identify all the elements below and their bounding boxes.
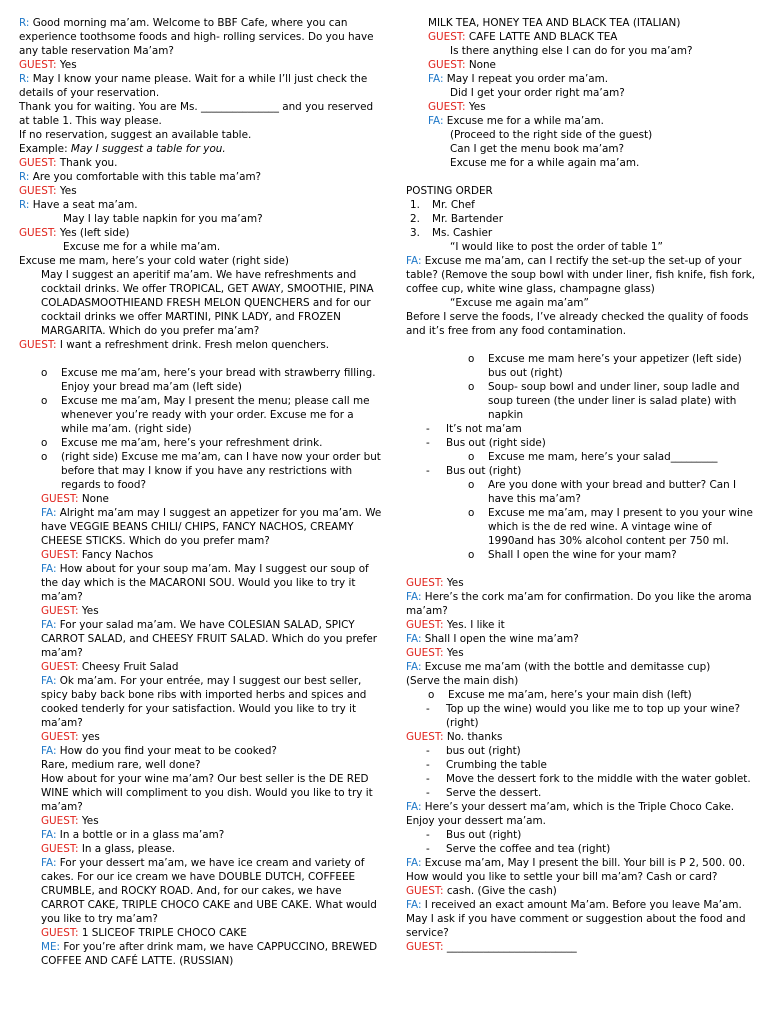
list-item [406, 842, 756, 856]
line-text: Yes [443, 577, 464, 589]
line-text: If no reservation, suggest an available table. [19, 129, 252, 141]
dialogue-line [19, 58, 382, 72]
circle-bullet-icon: o [468, 353, 475, 365]
line-text: CAFE LATTE AND BLACK TEA [465, 31, 618, 43]
speaker-label: FA: [41, 563, 57, 575]
list-item [406, 380, 756, 422]
dialogue-line [19, 562, 382, 604]
speaker-label: GUEST: [41, 731, 79, 743]
list-item [406, 688, 756, 702]
line-text: Example: [19, 143, 71, 155]
line-text: How do you find your meat to be cooked? [56, 745, 277, 757]
text-line [19, 758, 382, 772]
list-item [406, 478, 756, 506]
list-item-text: Bus out (right) [446, 465, 522, 477]
speaker-label: GUEST: [428, 101, 466, 113]
list-item [19, 394, 382, 436]
line-text: Did I get your order right ma’am? [450, 87, 625, 99]
list-number: 3. [410, 227, 420, 239]
line-text: Rare, medium rare, well done? [41, 759, 201, 771]
speaker-label: R: [19, 17, 30, 29]
speaker-label: ME: [41, 941, 61, 953]
list-item-text: Move the dessert fork to the middle with the water goblet. [446, 773, 751, 785]
line-text: Yes [443, 647, 464, 659]
speaker-label: GUEST: [19, 59, 57, 71]
list-item-text: Excuse me mam here’s your appetizer (left side) bus out (right) [488, 353, 742, 379]
text-line [19, 142, 382, 156]
line-text: (Serve the main dish) [406, 675, 519, 687]
text-line [406, 240, 756, 254]
speaker-label: FA: [406, 661, 422, 673]
line-text: Is there anything else I can do for you ma’am? [450, 45, 693, 57]
speaker-label: FA: [428, 115, 444, 127]
speaker-label: GUEST: [41, 927, 79, 939]
line-text: Fancy Nachos [78, 549, 154, 561]
dialogue-line [19, 226, 382, 240]
circle-bullet-icon: o [41, 395, 48, 407]
dialogue-line [406, 590, 756, 618]
line-text: How about for your wine ma’am? Our best seller is the DE RED WINE which will compliment to you dish. Would you like to try it ma’am? [41, 773, 373, 813]
dialogue-line [406, 618, 756, 632]
line-text: Excuse me ma’am, can I rectify the set-up the set-up of your table? (Remove the soup bowl with under liner, fish knife, fish fork, coffee cup, white wine glass, champagne glass) [406, 255, 756, 295]
dialogue-line [19, 814, 382, 828]
line-text: Excuse me mam, here’s your cold water (right side) [19, 255, 289, 267]
line-text: May I repeat you order ma’am. [443, 73, 609, 85]
line-text: Have a seat ma’am. [29, 199, 138, 211]
list-item [406, 506, 756, 548]
dialogue-line [19, 842, 382, 856]
example-text: May I suggest a table for you. [70, 143, 226, 155]
line-text: Here’s the cork ma’am for confirmation. Do you like the aroma ma’am? [406, 591, 752, 617]
list-item-text: Serve the coffee and tea (right) [446, 843, 611, 855]
circle-bullet-icon: o [41, 437, 48, 449]
circle-bullet-icon: o [41, 451, 48, 463]
dash-bullet-icon: - [426, 423, 430, 435]
dialogue-line [19, 170, 382, 184]
speaker-label: GUEST: [19, 227, 57, 239]
text-line [19, 772, 382, 814]
line-text: Yes [56, 59, 77, 71]
list-item-text: Crumbing the table [446, 759, 547, 771]
text-line [19, 254, 382, 268]
text-line [19, 128, 382, 142]
list-item-text: Excuse me ma’am, here’s your main dish (left) [448, 689, 692, 701]
line-text: Excuse ma’am, May I present the bill. Your bill is P 2, 500. 00. How would you like to settle your bill ma’am? Cash or card? [406, 857, 746, 883]
line-text: Yes. I like it [443, 619, 505, 631]
list-item [406, 450, 756, 464]
line-text: 1 SLICEOF TRIPLE CHOCO CAKE [78, 927, 247, 939]
speaker-label: FA: [41, 507, 57, 519]
list-item [406, 422, 756, 436]
list-item-text: Excuse me ma’am, here’s your bread with strawberry filling. Enjoy your bread ma’am (left side) [61, 367, 376, 393]
dash-bullet-icon: - [426, 437, 430, 449]
list-number: 1. [410, 199, 420, 211]
line-text: May I suggest an aperitif ma’am. We have refreshments and cocktail drinks. We offer TROPICAL, GET AWAY, SMOOTHIE, PINA COLADASMOOTHIEAND FRESH MELON QUENCHERS and for our cocktail drinks we offer MARTINI, PINK LADY, and FROZEN MARGARITA. Which do you prefer ma’am? [41, 269, 374, 337]
list-item [19, 450, 382, 492]
speaker-label: R: [19, 171, 30, 183]
list-item-text: Mr. Chef [432, 199, 475, 211]
text-line [406, 674, 756, 688]
text-line [19, 212, 382, 226]
list-item-text: Serve the dessert. [446, 787, 542, 799]
dialogue-line [406, 254, 756, 296]
dialogue-line [19, 604, 382, 618]
speaker-label: R: [19, 73, 30, 85]
text-line [19, 268, 382, 338]
list-item [19, 436, 382, 450]
line-text: Thank you for waiting. You are Ms. _______________ and you reserved at table 1. This way please. [19, 101, 374, 127]
speaker-label: FA: [41, 829, 57, 841]
speaker-label: GUEST: [41, 605, 79, 617]
list-item [406, 548, 756, 562]
list-item [406, 436, 756, 450]
line-text: Yes [56, 185, 77, 197]
text-line [406, 86, 756, 100]
speaker-label: GUEST: [41, 493, 79, 505]
line-text: Yes [465, 101, 486, 113]
list-item [406, 758, 756, 772]
dash-bullet-icon: - [426, 703, 430, 715]
speaker-label: FA: [41, 675, 57, 687]
speaker-label: GUEST: [428, 31, 466, 43]
line-text: Good morning ma’am. Welcome to BBF Cafe, where you can experience toothsome foods and high- rolling services. Do you have any table reservation Ma’am? [19, 17, 374, 57]
list-item-text: Shall I open the wine for your mam? [488, 549, 677, 561]
line-text: May I lay table napkin for you ma’am? [63, 213, 263, 225]
speaker-label: FA: [406, 591, 422, 603]
dash-bullet-icon: - [426, 843, 430, 855]
spacer [19, 352, 382, 366]
line-text: None [78, 493, 109, 505]
line-text: For your dessert ma’am, we have ice cream and variety of cakes. For our ice cream we have DOUBLE DUTCH, COFFEEE CRUMBLE, and ROCKY ROAD. And, for our cakes, we have CARROT CAKE, TRIPLE CHOCO CAKE and UBE CAKE. What would you like to try ma’am? [41, 857, 377, 925]
speaker-label: FA: [406, 899, 422, 911]
list-item-text: (right side) Excuse me ma’am, can I have now your order but before that may I know if you have any restrictions with regards to food? [61, 451, 381, 491]
spacer [406, 338, 756, 352]
list-item-text: It’s not ma’am [446, 423, 522, 435]
list-item-text: Bus out (right) [446, 829, 522, 841]
text-line [406, 44, 756, 58]
line-text: MILK TEA, HONEY TEA AND BLACK TEA (ITALIAN) [428, 17, 681, 29]
text-line [19, 100, 382, 128]
line-text: Cheesy Fruit Salad [78, 661, 179, 673]
list-item-text: Soup- soup bowl and under liner, soup ladle and soup tureen (the under liner is salad plate) with napkin [488, 381, 740, 421]
list-item [406, 786, 756, 800]
dialogue-line [406, 730, 756, 744]
dialogue-line [19, 198, 382, 212]
speaker-label: GUEST: [406, 941, 444, 953]
dialogue-line [406, 940, 756, 954]
speaker-label: FA: [428, 73, 444, 85]
line-text: POSTING ORDER [406, 185, 493, 197]
list-item [406, 464, 756, 478]
line-text: I received an exact amount Ma’am. Before you leave Ma’am. May I ask if you have comment or suggestion about the food and service? [406, 899, 746, 939]
dialogue-line [406, 100, 756, 114]
list-item [406, 828, 756, 842]
speaker-label: GUEST: [406, 647, 444, 659]
list-item-text: Excuse me mam, here’s your salad_________ [488, 451, 718, 463]
dialogue-line [19, 492, 382, 506]
line-text: Yes (left side) [56, 227, 130, 239]
list-item-text: Excuse me ma’am, here’s your refreshment drink. [61, 437, 323, 449]
line-text: Yes [78, 605, 99, 617]
speaker-label: FA: [406, 255, 422, 267]
dialogue-line [406, 72, 756, 86]
spacer [406, 170, 756, 184]
circle-bullet-icon: o [468, 507, 475, 519]
dialogue-line [19, 72, 382, 100]
list-number: 2. [410, 213, 420, 225]
text-line [406, 142, 756, 156]
speaker-label: GUEST: [428, 59, 466, 71]
dialogue-line [19, 156, 382, 170]
text-line [406, 156, 756, 170]
speaker-label: FA: [406, 857, 422, 869]
circle-bullet-icon: o [468, 479, 475, 491]
circle-bullet-icon: o [41, 367, 48, 379]
list-item-text: Are you done with your bread and butter? Can I have this ma’am? [488, 479, 737, 505]
line-text: yes [78, 731, 100, 743]
dash-bullet-icon: - [426, 787, 430, 799]
line-text: For your salad ma’am. We have COLESIAN SALAD, SPICY CARROT SALAD, and CHEESY FRUIT SALAD. Which do you prefer ma’am? [41, 619, 378, 659]
line-text: Yes [78, 815, 99, 827]
speaker-label: FA: [41, 745, 57, 757]
speaker-label: GUEST: [406, 885, 444, 897]
line-text: Here’s your dessert ma’am, which is the Triple Choco Cake. Enjoy your dessert ma’am. [406, 801, 735, 827]
list-item-text: Ms. Cashier [432, 227, 493, 239]
line-text: Before I serve the foods, I’ve already checked the quality of foods and it’s free from any food contamination. [406, 311, 749, 337]
text-line [406, 296, 756, 310]
line-text: May I know your name please. Wait for a while I’ll just check the details of your reservation. [19, 73, 368, 99]
speaker-label: GUEST: [19, 339, 57, 351]
dash-bullet-icon: - [426, 773, 430, 785]
speaker-label: GUEST: [41, 815, 79, 827]
dialogue-line [19, 16, 382, 58]
circle-bullet-icon: o [468, 549, 475, 561]
line-text: Are you comfortable with this table ma’am? [29, 171, 262, 183]
list-item-text: Bus out (right side) [446, 437, 546, 449]
dialogue-line [19, 744, 382, 758]
speaker-label: FA: [41, 857, 57, 869]
text-line [406, 184, 756, 198]
line-text: “Excuse me again ma’am” [450, 297, 589, 309]
speaker-label: GUEST: [19, 185, 57, 197]
dash-bullet-icon: - [426, 465, 430, 477]
list-item [406, 352, 756, 380]
speaker-label: GUEST: [406, 619, 444, 631]
line-text: In a bottle or in a glass ma’am? [56, 829, 225, 841]
text-line [406, 310, 756, 338]
dialogue-line [406, 884, 756, 898]
line-text: I want a refreshment drink. Fresh melon quenchers. [56, 339, 330, 351]
list-item-text: Mr. Bartender [432, 213, 503, 225]
list-item [406, 744, 756, 758]
speaker-label: FA: [41, 619, 57, 631]
line-text: For you’re after drink mam, we have CAPPUCCINO, BREWED COFFEE AND CAFÉ LATTE. (RUSSIAN) [41, 941, 378, 967]
speaker-label: R: [19, 199, 30, 211]
dialogue-line [406, 30, 756, 44]
circle-bullet-icon: o [468, 451, 475, 463]
list-item [19, 366, 382, 394]
dialogue-line [19, 940, 382, 968]
dialogue-line [19, 926, 382, 940]
dialogue-line [19, 548, 382, 562]
list-item-text: bus out (right) [446, 745, 521, 757]
dialogue-line [406, 898, 756, 940]
line-text: Alright ma’am may I suggest an appetizer for you ma’am. We have VEGGIE BEANS CHILI/ CHIPS, FANCY NACHOS, CREAMY CHEESE STICKS. Which do you prefer mam? [41, 507, 382, 547]
dialogue-line [19, 618, 382, 660]
line-text: (Proceed to the right side of the guest) [450, 129, 653, 141]
line-text: None [465, 59, 496, 71]
speaker-label: GUEST: [41, 661, 79, 673]
text-line [19, 240, 382, 254]
line-text: cash. (Give the cash) [443, 885, 557, 897]
list-item-text: Excuse me ma’am, May I present the menu; please call me whenever you’re ready with your order. Excuse me for a while ma’am. (right side) [61, 395, 370, 435]
speaker-label: GUEST: [41, 843, 79, 855]
line-text: Shall I open the wine ma’am? [421, 633, 579, 645]
numbered-item [406, 226, 756, 240]
speaker-label: FA: [406, 801, 422, 813]
dialogue-line [406, 114, 756, 128]
dialogue-line [406, 632, 756, 646]
speaker-label: GUEST: [406, 577, 444, 589]
circle-bullet-icon: o [428, 689, 435, 701]
dialogue-line [19, 856, 382, 926]
dialogue-line [19, 730, 382, 744]
numbered-item [406, 198, 756, 212]
text-line [406, 128, 756, 142]
numbered-item [406, 212, 756, 226]
list-item-text: Top up the wine) would you like me to top up your wine? (right) [446, 703, 741, 729]
list-item [406, 772, 756, 786]
speaker-label: GUEST: [41, 549, 79, 561]
spacer [406, 562, 756, 576]
dialogue-line [406, 660, 756, 674]
speaker-label: FA: [406, 633, 422, 645]
line-text: Thank you. [56, 157, 118, 169]
line-text: _________________________ [443, 941, 577, 953]
dash-bullet-icon: - [426, 829, 430, 841]
line-text: How about for your soup ma’am. May I suggest our soup of the day which is the MACARONI SOU. Would you like to try it ma’am? [41, 563, 369, 603]
line-text: Excuse me for a while ma’am. [443, 115, 604, 127]
speaker-label: GUEST: [406, 731, 444, 743]
right-column [406, 16, 756, 954]
dialogue-line [406, 576, 756, 590]
dialogue-line [406, 646, 756, 660]
dialogue-line [406, 800, 756, 828]
line-text: No. thanks [443, 731, 503, 743]
circle-bullet-icon: o [468, 381, 475, 393]
dialogue-line [19, 506, 382, 548]
dialogue-line [19, 828, 382, 842]
line-text: “I would like to post the order of table 1” [450, 241, 663, 253]
dialogue-line [19, 674, 382, 730]
dialogue-line [19, 184, 382, 198]
dialogue-line [406, 856, 756, 884]
line-text: Can I get the menu book ma’am? [450, 143, 625, 155]
list-item [406, 702, 756, 730]
line-text: Excuse me ma’am (with the bottle and demitasse cup) [421, 661, 711, 673]
dialogue-line [19, 660, 382, 674]
list-item-text: Excuse me ma’am, may I present to you your wine which is the de red wine. A vintage wine of 1990and has 30% alcohol content per 750 ml. [488, 507, 753, 547]
line-text: In a glass, please. [78, 843, 176, 855]
line-text: Excuse me for a while again ma’am. [450, 157, 640, 169]
text-line [406, 16, 756, 30]
dialogue-line [19, 338, 382, 352]
dash-bullet-icon: - [426, 759, 430, 771]
line-text: Ok ma’am. For your entrée, may I suggest our best seller, spicy baby back bone ribs with imported herbs and spices and cooked tenderly for your satisfaction. Would you like to try it ma’am? [41, 675, 367, 729]
speaker-label: GUEST: [19, 157, 57, 169]
left-column [19, 16, 382, 968]
dash-bullet-icon: - [426, 745, 430, 757]
line-text: Excuse me for a while ma’am. [63, 241, 221, 253]
dialogue-line [406, 58, 756, 72]
